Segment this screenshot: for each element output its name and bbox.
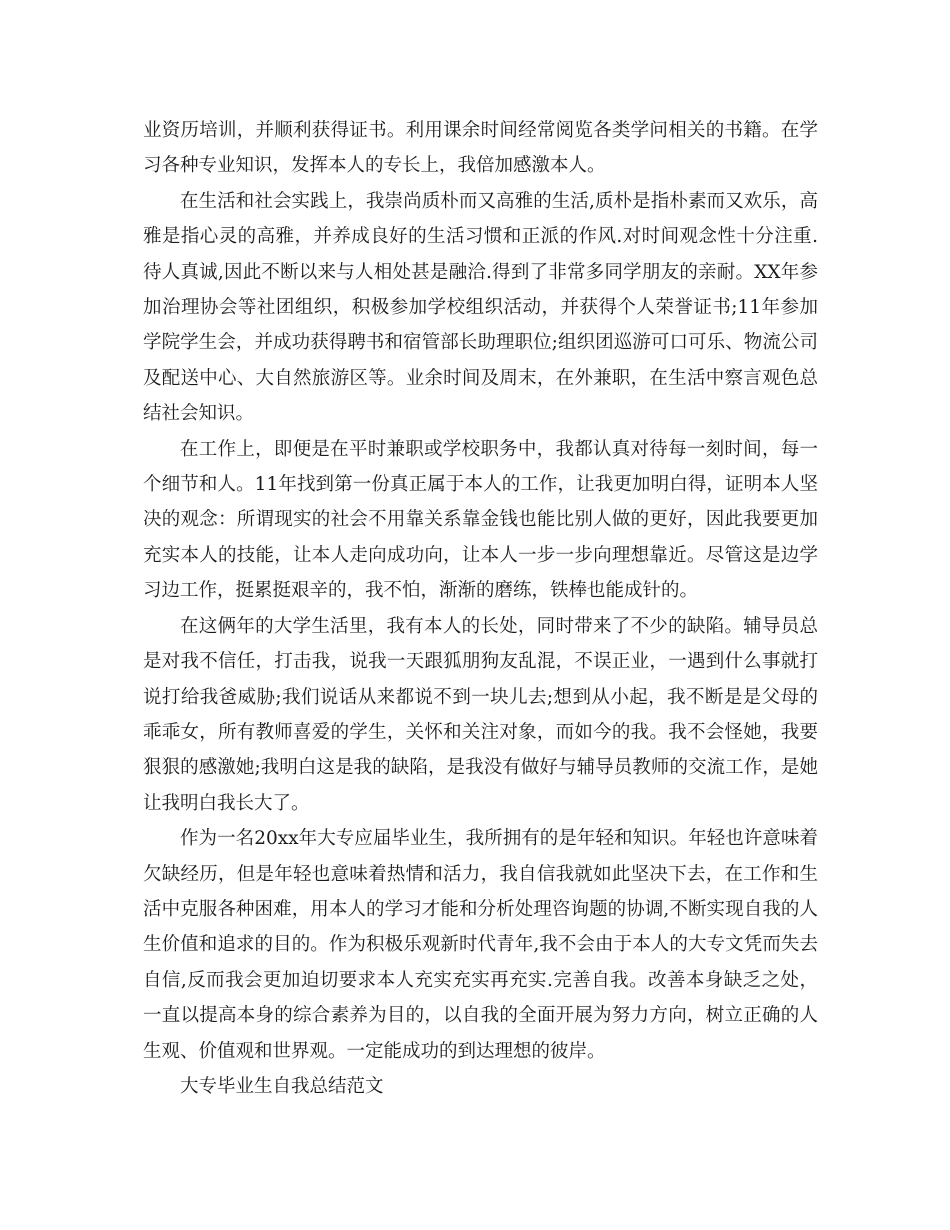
paragraph-5: 作为一名20xx年大专应届毕业生，我所拥有的是年轻和知识。年轻也许意味着欠缺经历，但是年轻也意味着热情和活力，我自信我就如此坚决下去，在工作和生活中克服各种困难，用本人的学习才能和分析处理咨询题的协调,不断实现自我的人生价值和追求的目的。作为积极乐观新时代青年,我不会由于本人的大专文凭而失去自信,反而我会更加迫切要求本人充实充实再充实.完善自我。改善本身缺乏之处，一直以提高本身的综合素养为目的，以自我的全面开展为努力方向，树立正确的人生观、价值观和世界观。一定能成功的到达理想的彼岸。 xyxy=(143,828,818,1062)
paragraph-4: 在这俩年的大学生活里，我有本人的长处，同时带来了不少的缺陷。辅导员总是对我不信任，打击我，说我一天跟狐朋狗友乱混，不误正业，一遇到什么事就打说打给我爸威胁;我们说话从来都说不到一块儿去;想到从小起，我不断是是父母的乖乖女，所有教师喜爱的学生，关怀和关注对象，而如今的我。我不会怪她，我要狠狠的感激她;我明白这是我的缺陷，是我没有做好与辅导员教师的交流工作，是她让我明白我长大了。 xyxy=(143,615,818,814)
paragraph-1: 业资历培训，并顺利获得证书。利用课余时间经常阅览各类学问相关的书籍。在学习各种专业知识，发挥本人的专长上，我倍加感激本人。 xyxy=(143,120,818,177)
section-heading: 大专毕业生自我总结范文 xyxy=(180,1075,384,1097)
paragraph-3: 在工作上，即便是在平时兼职或学校职务中，我都认真对待每一刻时间，每一个细节和人。11年找到第一份真正属于本人的工作，让我更加明白得，证明本人坚决的观念：所谓现实的社会不用靠关系靠金钱也能比别人做的更好，因此我要更加充实本人的技能，让本人走向成功向，让本人一步一步向理想靠近。尽管这是边学习边工作，挺累挺艰辛的，我不怕，渐渐的磨练，铁棒也能成针的。 xyxy=(143,438,818,602)
paragraph-2: 在生活和社会实践上，我崇尚质朴而又高雅的生活,质朴是指朴素而又欢乐，高雅是指心灵的高雅，并养成良好的生活习惯和正派的作风.对时间观念性十分注重.待人真诚,因此不断以来与人相处甚是融洽.得到了非常多同学朋友的亲耐。XX年参加治理协会等社团组织，积极参加学校组织活动，并获得个人荣誉证书;11年参加学院学生会，并成功获得聘书和宿管部长助理职位;组织团巡游可口可乐、物流公司及配送中心、大自然旅游区等。业余时间及周末，在外兼职，在生活中察言观色总结社会知识。 xyxy=(143,190,818,425)
document-body xyxy=(143,113,818,1104)
